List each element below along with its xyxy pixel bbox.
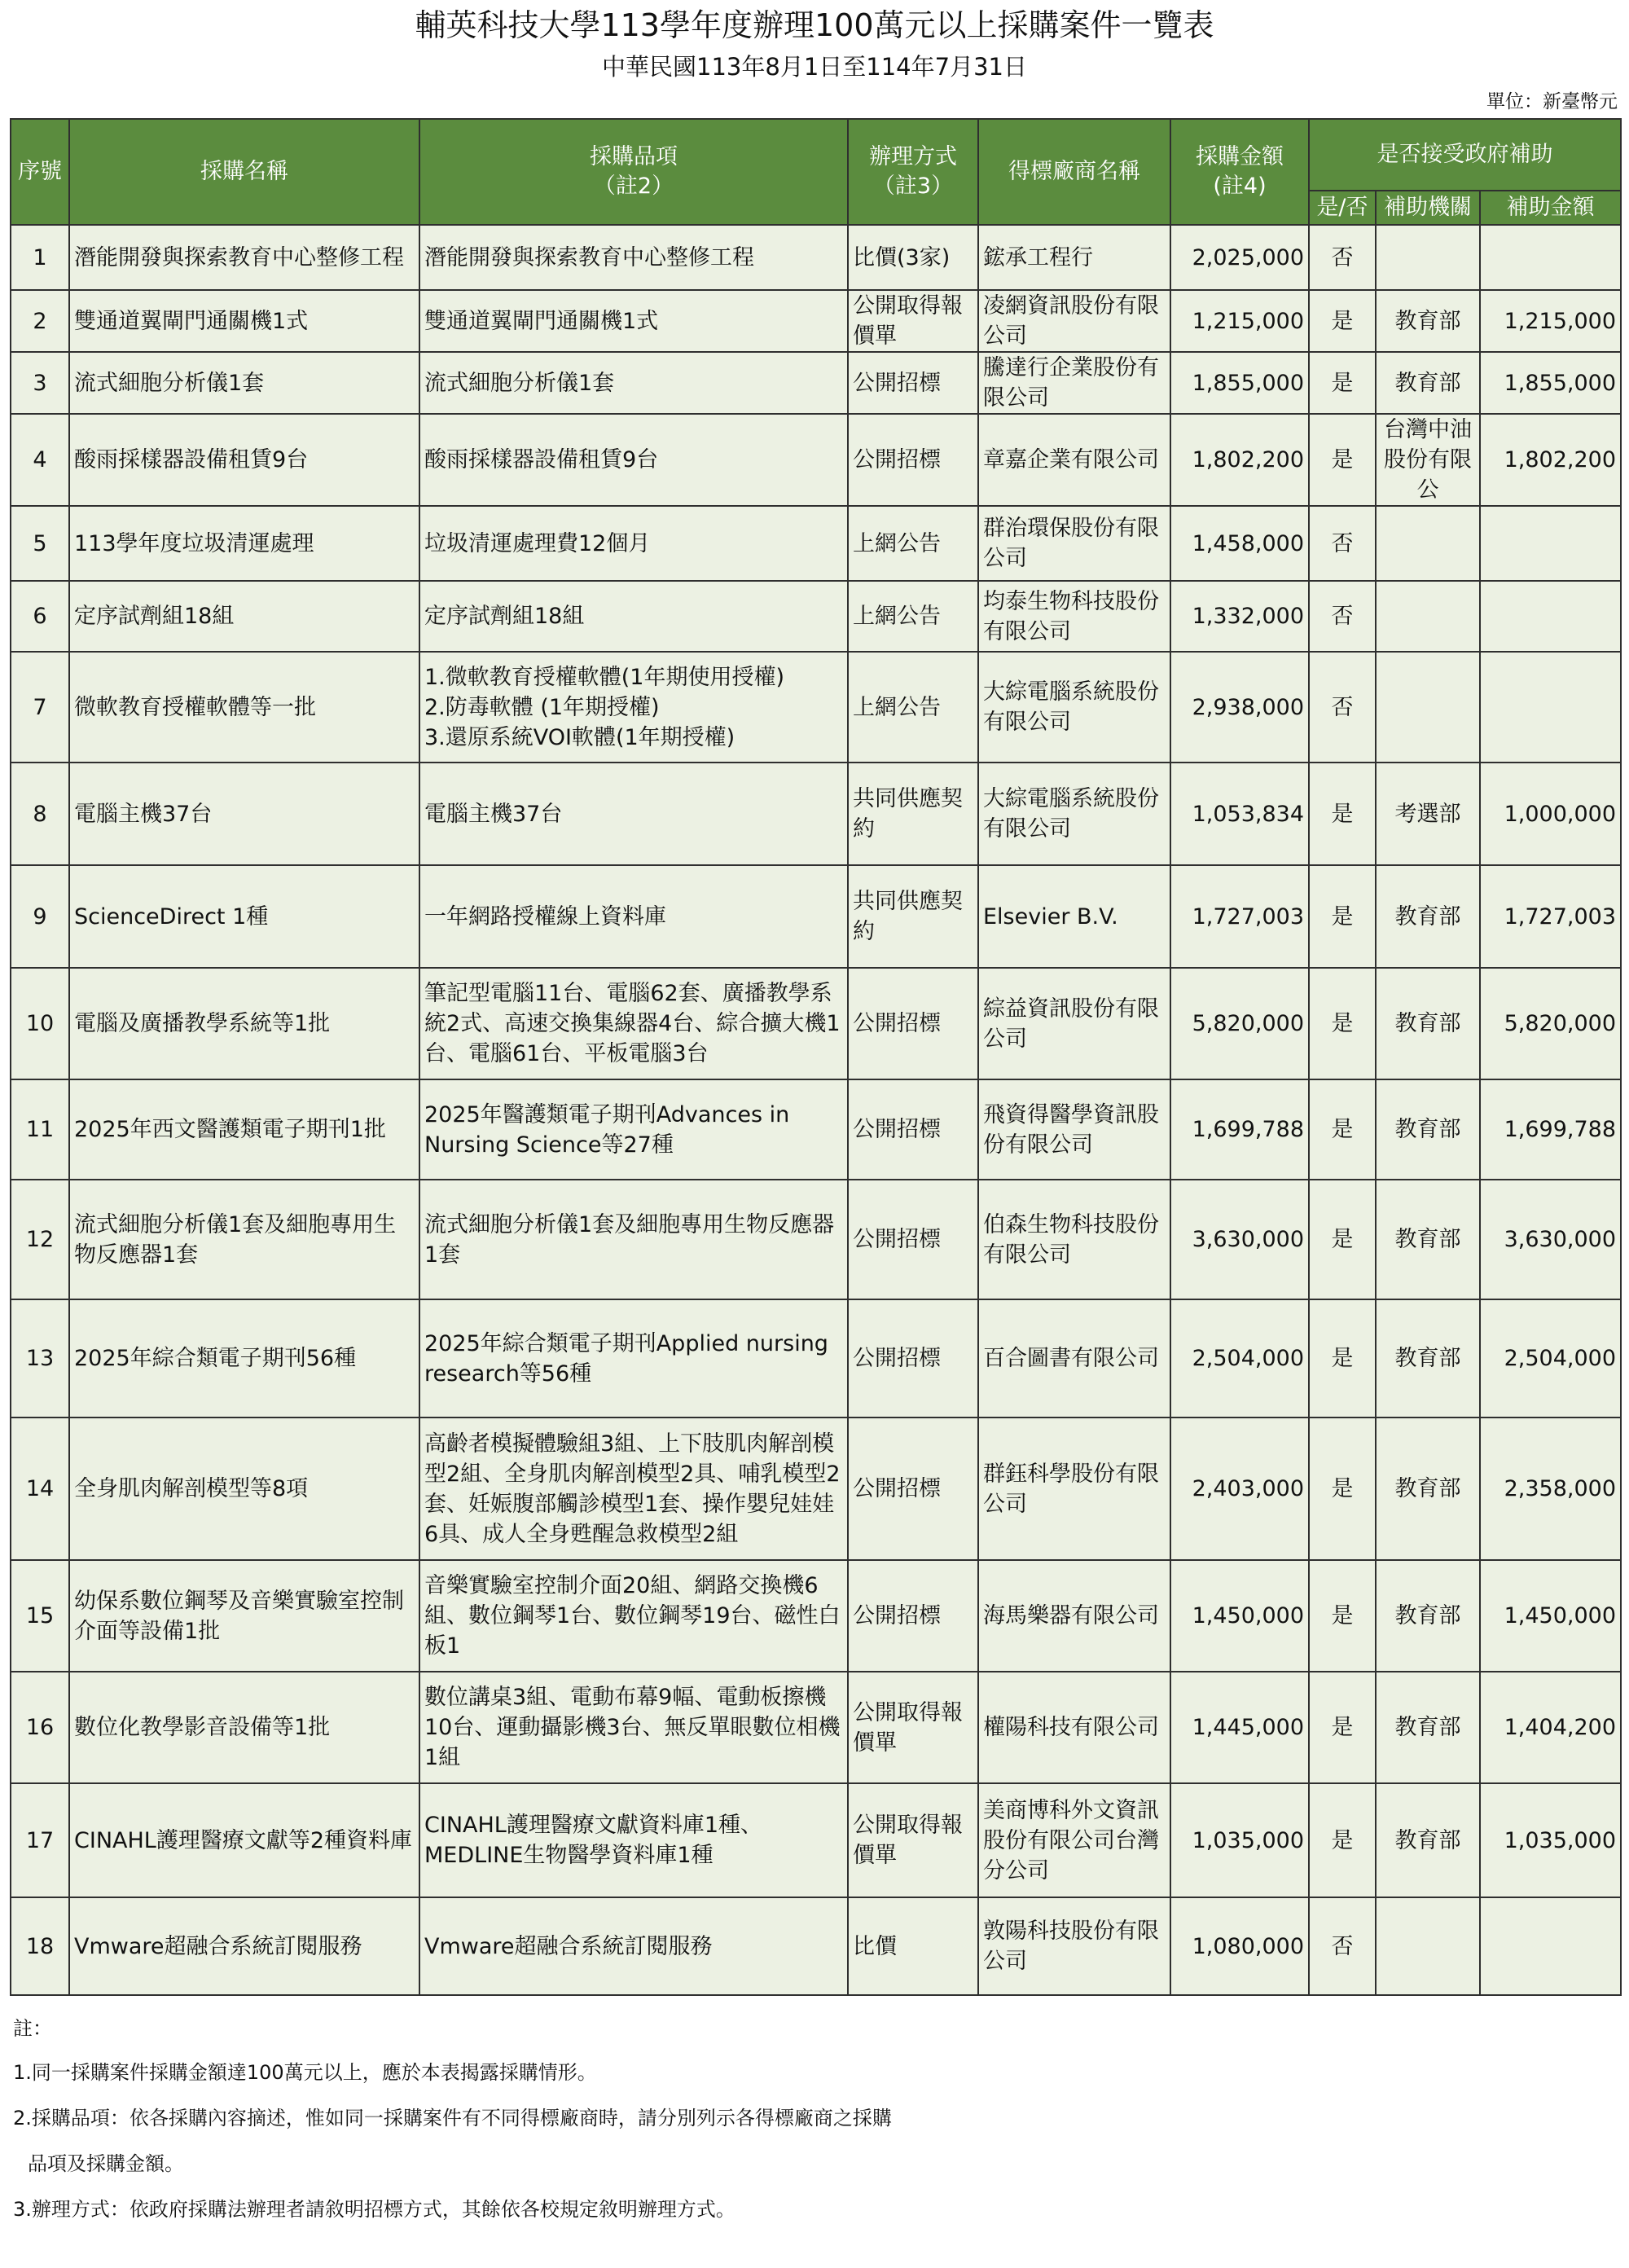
cell-items: 一年網路授權線上資料庫 (419, 865, 848, 968)
cell-name: 酸雨採樣器設備租賃9台 (69, 414, 419, 506)
table-row (11, 1299, 1621, 1418)
header-method-line1: 辦理方式 (869, 144, 957, 169)
cell-subsidy-amount: 5,820,000 (1480, 968, 1621, 1079)
note-2-continued: 品項及採購金額。 (28, 2152, 184, 2175)
cell-agency: 教育部 (1376, 1180, 1480, 1299)
table-row (11, 1079, 1621, 1180)
cell-method: 比價 (848, 1897, 978, 1995)
cell-items: 流式細胞分析儀1套及細胞專用生物反應器1套 (419, 1180, 848, 1299)
table-row (11, 763, 1621, 865)
table-row (11, 1672, 1621, 1783)
cell-items: 1.微軟教育授權軟體(1年期使用授權) 2.防毒軟體 (1年期授權) 3.還原系統VOI軟體(1年期授權) (419, 652, 848, 763)
cell-method: 公開取得報價單 (848, 1672, 978, 1783)
header-items-line1: 採購品項 (590, 144, 678, 169)
cell-method: 上網公告 (848, 581, 978, 652)
cell-items: 2025年綜合類電子期刊Applied nursing research等56種 (419, 1299, 848, 1418)
header-subsidy: 是否接受政府補助 (1309, 119, 1621, 191)
cell-items: 雙通道翼閘門通關機1式 (419, 290, 848, 352)
cell-vendor: 大綜電腦系統股份有限公司 (978, 763, 1170, 865)
cell-seq: 6 (11, 581, 69, 652)
notes-heading: 註： (13, 2017, 52, 2040)
cell-agency: 教育部 (1376, 1783, 1480, 1897)
cell-amount: 2,504,000 (1170, 1299, 1309, 1418)
page-title: 輔英科技大學113學年度辦理100萬元以上採購案件一覽表 (415, 7, 1214, 43)
cell-name: 2025年西文醫護類電子期刊1批 (69, 1079, 419, 1180)
cell-subsidized: 是 (1309, 1299, 1376, 1418)
cell-agency: 教育部 (1376, 1560, 1480, 1672)
cell-agency (1376, 1897, 1480, 1995)
cell-items: 電腦主機37台 (419, 763, 848, 865)
cell-agency: 教育部 (1376, 1299, 1480, 1418)
cell-vendor: 鋐承工程行 (978, 225, 1170, 290)
table-row (11, 865, 1621, 968)
cell-items: 數位講桌3組、電動布幕9幅、電動板擦機10台、運動攝影機3台、無反單眼數位相機1組 (419, 1672, 848, 1783)
header-amount (1170, 119, 1309, 225)
cell-vendor: 權陽科技有限公司 (978, 1672, 1170, 1783)
cell-seq: 11 (11, 1079, 69, 1180)
cell-method: 公開取得報價單 (848, 290, 978, 352)
cell-method: 公開招標 (848, 1418, 978, 1560)
table-row (11, 290, 1621, 352)
cell-agency: 考選部 (1376, 763, 1480, 865)
header-name: 採購名稱 (69, 119, 419, 225)
cell-seq: 9 (11, 865, 69, 968)
cell-subsidy-amount (1480, 506, 1621, 581)
cell-amount: 1,080,000 (1170, 1897, 1309, 1995)
table-row (11, 652, 1621, 763)
cell-amount: 3,630,000 (1170, 1180, 1309, 1299)
cell-seq: 8 (11, 763, 69, 865)
cell-amount: 5,820,000 (1170, 968, 1309, 1079)
cell-name: 數位化教學影音設備等1批 (69, 1672, 419, 1783)
cell-amount: 1,053,834 (1170, 763, 1309, 865)
cell-vendor: 章嘉企業有限公司 (978, 414, 1170, 506)
table-header (11, 119, 1621, 225)
cell-subsidy-amount: 1,855,000 (1480, 352, 1621, 414)
cell-name: 潛能開發與探索教育中心整修工程 (69, 225, 419, 290)
cell-subsidized: 是 (1309, 1180, 1376, 1299)
cell-name: 定序試劑組18組 (69, 581, 419, 652)
cell-method: 公開招標 (848, 1299, 978, 1418)
cell-subsidized: 是 (1309, 290, 1376, 352)
cell-subsidized: 是 (1309, 1672, 1376, 1783)
cell-seq: 18 (11, 1897, 69, 1995)
cell-method: 共同供應契約 (848, 865, 978, 968)
cell-name: 雙通道翼閘門通關機1式 (69, 290, 419, 352)
cell-vendor: Elsevier B.V. (978, 865, 1170, 968)
cell-amount: 1,802,200 (1170, 414, 1309, 506)
cell-name: ScienceDirect 1種 (69, 865, 419, 968)
cell-seq: 14 (11, 1418, 69, 1560)
table-row (11, 225, 1621, 290)
cell-items: CINAHL護理醫療文獻資料庫1種、MEDLINE生物醫學資料庫1種 (419, 1783, 848, 1897)
note-2: 2.採購品項：依各採購內容摘述，惟如同一採購案件有不同得標廠商時，請分別列示各得標廠商之採購 (13, 2107, 892, 2130)
cell-name: 2025年綜合類電子期刊56種 (69, 1299, 419, 1418)
cell-subsidized: 否 (1309, 225, 1376, 290)
cell-method: 公開取得報價單 (848, 1783, 978, 1897)
cell-amount: 2,403,000 (1170, 1418, 1309, 1560)
cell-items: 筆記型電腦11台、電腦62套、廣播教學系統2式、高速交換集線器4台、綜合擴大機1台、電腦61台、平板電腦3台 (419, 968, 848, 1079)
cell-vendor: 海馬樂器有限公司 (978, 1560, 1170, 1672)
cell-agency: 教育部 (1376, 968, 1480, 1079)
table-row (11, 1560, 1621, 1672)
cell-seq: 5 (11, 506, 69, 581)
cell-subsidy-amount (1480, 581, 1621, 652)
cell-seq: 16 (11, 1672, 69, 1783)
cell-items: 潛能開發與探索教育中心整修工程 (419, 225, 848, 290)
cell-amount: 1,727,003 (1170, 865, 1309, 968)
cell-seq: 3 (11, 352, 69, 414)
cell-items: 2025年醫護類電子期刊Advances in Nursing Science等27種 (419, 1079, 848, 1180)
cell-items: 垃圾清運處理費12個月 (419, 506, 848, 581)
table-row (11, 1783, 1621, 1897)
cell-subsidy-amount: 1,802,200 (1480, 414, 1621, 506)
cell-method: 上網公告 (848, 506, 978, 581)
cell-method: 比價(3家) (848, 225, 978, 290)
header-subsidy-amount: 補助金額 (1480, 191, 1621, 225)
cell-subsidy-amount: 3,630,000 (1480, 1180, 1621, 1299)
cell-items: Vmware超融合系統訂閱服務 (419, 1897, 848, 1995)
cell-vendor: 伯森生物科技股份有限公司 (978, 1180, 1170, 1299)
cell-subsidy-amount: 1,000,000 (1480, 763, 1621, 865)
table-body (11, 225, 1621, 1995)
header-method-line2: （註3） (872, 174, 954, 199)
cell-method: 公開招標 (848, 1079, 978, 1180)
table-row (11, 414, 1621, 506)
cell-subsidy-amount (1480, 1897, 1621, 1995)
cell-name: 113學年度垃圾清運處理 (69, 506, 419, 581)
page-subtitle: 中華民國113年8月1日至114年7月31日 (602, 53, 1027, 81)
cell-seq: 13 (11, 1299, 69, 1418)
cell-items: 酸雨採樣器設備租賃9台 (419, 414, 848, 506)
cell-agency: 台灣中油股份有限公 (1376, 414, 1480, 506)
header-seq: 序號 (11, 119, 69, 225)
cell-subsidized: 是 (1309, 352, 1376, 414)
header-yesno: 是/否 (1309, 191, 1376, 225)
table-row (11, 1418, 1621, 1560)
cell-subsidized: 是 (1309, 865, 1376, 968)
cell-agency (1376, 652, 1480, 763)
cell-amount: 2,938,000 (1170, 652, 1309, 763)
cell-seq: 2 (11, 290, 69, 352)
cell-amount: 1,332,000 (1170, 581, 1309, 652)
cell-vendor: 凌網資訊股份有限公司 (978, 290, 1170, 352)
cell-vendor: 騰達行企業股份有限公司 (978, 352, 1170, 414)
cell-agency: 教育部 (1376, 290, 1480, 352)
cell-seq: 10 (11, 968, 69, 1079)
cell-vendor: 敦陽科技股份有限公司 (978, 1897, 1170, 1995)
cell-name: 幼保系數位鋼琴及音樂實驗室控制介面等設備1批 (69, 1560, 419, 1672)
cell-agency: 教育部 (1376, 865, 1480, 968)
cell-seq: 15 (11, 1560, 69, 1672)
table-row (11, 968, 1621, 1079)
note-1: 1.同一採購案件採購金額達100萬元以上，應於本表揭露採購情形。 (13, 2061, 597, 2084)
cell-subsidized: 是 (1309, 1418, 1376, 1560)
cell-amount: 1,458,000 (1170, 506, 1309, 581)
cell-amount: 1,855,000 (1170, 352, 1309, 414)
cell-name: 微軟教育授權軟體等一批 (69, 652, 419, 763)
cell-subsidy-amount: 1,215,000 (1480, 290, 1621, 352)
cell-seq: 12 (11, 1180, 69, 1299)
cell-method: 共同供應契約 (848, 763, 978, 865)
cell-subsidized: 否 (1309, 506, 1376, 581)
cell-amount: 1,445,000 (1170, 1672, 1309, 1783)
cell-subsidized: 否 (1309, 581, 1376, 652)
cell-seq: 17 (11, 1783, 69, 1897)
cell-subsidized: 是 (1309, 763, 1376, 865)
cell-name: 全身肌肉解剖模型等8項 (69, 1418, 419, 1560)
cell-method: 公開招標 (848, 414, 978, 506)
cell-subsidy-amount: 1,035,000 (1480, 1783, 1621, 1897)
header-amount-line2: (註4) (1213, 174, 1267, 199)
cell-subsidy-amount (1480, 652, 1621, 763)
cell-agency: 教育部 (1376, 1418, 1480, 1560)
currency-unit: 單位：新臺幣元 (1486, 91, 1618, 112)
table-row (11, 1180, 1621, 1299)
cell-name: Vmware超融合系統訂閱服務 (69, 1897, 419, 1995)
cell-seq: 7 (11, 652, 69, 763)
cell-agency (1376, 225, 1480, 290)
cell-vendor: 美商博科外文資訊股份有限公司台灣分公司 (978, 1783, 1170, 1897)
cell-subsidized: 是 (1309, 414, 1376, 506)
cell-seq: 1 (11, 225, 69, 290)
cell-subsidy-amount: 1,699,788 (1480, 1079, 1621, 1180)
cell-agency: 教育部 (1376, 352, 1480, 414)
cell-vendor: 群鈺科學股份有限公司 (978, 1418, 1170, 1560)
cell-agency: 教育部 (1376, 1672, 1480, 1783)
cell-vendor: 百合圖書有限公司 (978, 1299, 1170, 1418)
cell-name: 電腦主機37台 (69, 763, 419, 865)
cell-subsidy-amount: 2,504,000 (1480, 1299, 1621, 1418)
cell-subsidized: 是 (1309, 1783, 1376, 1897)
cell-items: 定序試劑組18組 (419, 581, 848, 652)
cell-items: 高齡者模擬體驗組3組、上下肢肌肉解剖模型2組、全身肌肉解剖模型2具、哺乳模型2套、妊娠腹部觸診模型1套、操作嬰兒娃娃6具、成人全身甦醒急救模型2組 (419, 1418, 848, 1560)
cell-agency: 教育部 (1376, 1079, 1480, 1180)
cell-subsidy-amount: 1,404,200 (1480, 1672, 1621, 1783)
cell-method: 公開招標 (848, 1180, 978, 1299)
cell-subsidized: 否 (1309, 652, 1376, 763)
cell-amount: 1,215,000 (1170, 290, 1309, 352)
cell-subsidized: 是 (1309, 1560, 1376, 1672)
cell-items: 音樂實驗室控制介面20組、網路交換機6組、數位鋼琴1台、數位鋼琴19台、磁性白板1 (419, 1560, 848, 1672)
header-amount-line1: 採購金額 (1196, 144, 1284, 169)
header-method (848, 119, 978, 225)
cell-vendor: 大綜電腦系統股份有限公司 (978, 652, 1170, 763)
cell-seq: 4 (11, 414, 69, 506)
cell-subsidy-amount: 2,358,000 (1480, 1418, 1621, 1560)
cell-subsidized: 是 (1309, 1079, 1376, 1180)
cell-subsidized: 是 (1309, 968, 1376, 1079)
table-row (11, 352, 1621, 414)
cell-amount: 1,699,788 (1170, 1079, 1309, 1180)
header-items-line2: （註2） (593, 174, 674, 199)
cell-amount: 2,025,000 (1170, 225, 1309, 290)
cell-agency (1376, 506, 1480, 581)
cell-subsidy-amount: 1,727,003 (1480, 865, 1621, 968)
cell-name: CINAHL護理醫療文獻等2種資料庫 (69, 1783, 419, 1897)
procurement-table (10, 118, 1622, 1996)
cell-subsidized: 否 (1309, 1897, 1376, 1995)
cell-subsidy-amount (1480, 225, 1621, 290)
cell-method: 公開招標 (848, 352, 978, 414)
table-row (11, 581, 1621, 652)
cell-method: 公開招標 (848, 1560, 978, 1672)
header-vendor: 得標廠商名稱 (978, 119, 1170, 225)
cell-method: 上網公告 (848, 652, 978, 763)
cell-agency (1376, 581, 1480, 652)
table-row (11, 1897, 1621, 1995)
header-items (419, 119, 848, 225)
cell-name: 流式細胞分析儀1套 (69, 352, 419, 414)
cell-name: 電腦及廣播教學系統等1批 (69, 968, 419, 1079)
cell-vendor: 綜益資訊股份有限公司 (978, 968, 1170, 1079)
cell-vendor: 群治環保股份有限公司 (978, 506, 1170, 581)
cell-vendor: 飛資得醫學資訊股份有限公司 (978, 1079, 1170, 1180)
cell-subsidy-amount: 1,450,000 (1480, 1560, 1621, 1672)
cell-name: 流式細胞分析儀1套及細胞專用生物反應器1套 (69, 1180, 419, 1299)
cell-amount: 1,450,000 (1170, 1560, 1309, 1672)
cell-vendor: 均泰生物科技股份有限公司 (978, 581, 1170, 652)
cell-method: 公開招標 (848, 968, 978, 1079)
cell-amount: 1,035,000 (1170, 1783, 1309, 1897)
cell-items: 流式細胞分析儀1套 (419, 352, 848, 414)
table-row (11, 506, 1621, 581)
note-3: 3.辦理方式：依政府採購法辦理者請敘明招標方式，其餘依各校規定敘明辦理方式。 (13, 2198, 735, 2221)
header-agency: 補助機關 (1376, 191, 1480, 225)
